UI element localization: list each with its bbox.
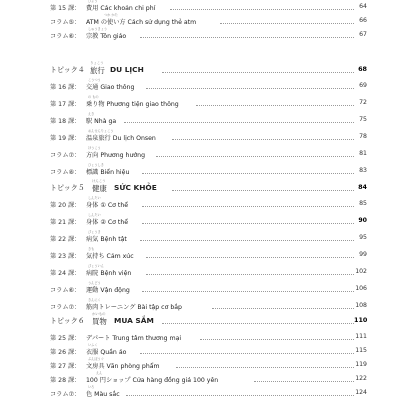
furigana: びょうき xyxy=(88,230,101,234)
toc-row[interactable] xyxy=(0,197,400,211)
toc-row[interactable] xyxy=(0,96,400,110)
page-number: 67 xyxy=(359,31,367,38)
dot-leader xyxy=(146,88,354,89)
lesson-title: 病院 Bệnh viện xyxy=(86,270,132,277)
lesson-title: デパート Trung tâm thương mại xyxy=(86,335,182,342)
topic-title-jp: 健康 xyxy=(92,184,107,193)
furigana: かいもの xyxy=(92,312,106,316)
dot-leader xyxy=(140,353,354,354)
lesson-title: 駅 Nhà ga xyxy=(86,118,117,125)
lesson-label: 第 15 課： xyxy=(50,5,81,12)
page-number: 75 xyxy=(359,116,367,123)
toc-row[interactable] xyxy=(0,386,400,400)
page-number: 69 xyxy=(359,82,367,89)
lesson-title: 衣服 Quần áo xyxy=(86,349,127,356)
page-number: 119 xyxy=(355,361,367,368)
lesson-title: 乗り物 Phương tiện giao thông xyxy=(86,101,179,108)
lesson-label: 第 24 課： xyxy=(50,270,81,277)
lesson-label: 第 25 課： xyxy=(50,335,81,342)
lesson-title: 文房具 Văn phòng phẩm xyxy=(86,363,160,370)
furigana: の もの xyxy=(88,95,99,99)
furigana: うんどう xyxy=(88,281,101,285)
lesson-label: 第 17 課： xyxy=(50,101,81,108)
dot-leader xyxy=(142,223,354,224)
page-number: 90 xyxy=(358,217,367,224)
furigana: きんにく xyxy=(88,298,101,302)
furigana: しゅうきょう xyxy=(88,27,108,31)
lesson-label: コラム⑦： xyxy=(50,304,81,311)
furigana: えき xyxy=(88,112,95,116)
lesson-title: 色 Màu sắc xyxy=(86,391,120,398)
dot-leader xyxy=(176,367,354,368)
lesson-title: 100 円ショップ Cửa hàng đồng giá 100 yên xyxy=(86,377,219,384)
toc-row[interactable] xyxy=(0,248,400,262)
lesson-label: 第 20 課： xyxy=(50,202,81,209)
furigana: こうつう xyxy=(88,78,101,82)
page-number: 95 xyxy=(359,234,367,241)
toc-row[interactable] xyxy=(0,299,400,313)
toc-row[interactable] xyxy=(0,372,400,386)
topic-label: トピック５ xyxy=(50,184,85,192)
furigana: しんたい xyxy=(88,213,101,217)
page-number: 124 xyxy=(355,389,367,396)
furigana: つか かた xyxy=(104,13,118,17)
toc-row[interactable] xyxy=(0,0,400,14)
page-number: 108 xyxy=(355,302,367,309)
toc-row[interactable] xyxy=(0,330,400,344)
lesson-label: コラム⑦： xyxy=(50,152,81,159)
topic-heading[interactable] xyxy=(0,312,400,330)
furigana: けんこう xyxy=(92,179,106,183)
page-number: 68 xyxy=(358,65,367,73)
toc-row[interactable] xyxy=(0,344,400,358)
dot-leader xyxy=(212,308,354,309)
topic-title-jp: 旅行 xyxy=(90,66,105,75)
toc-row[interactable] xyxy=(0,147,400,161)
dot-leader xyxy=(142,173,354,174)
page-number: 72 xyxy=(359,99,367,106)
page-number: 83 xyxy=(359,167,367,174)
page-number: 84 xyxy=(358,183,367,191)
page-number: 85 xyxy=(359,200,367,207)
dot-leader xyxy=(126,395,354,396)
lesson-title: 気持ち Cảm xúc xyxy=(86,253,134,260)
dot-leader xyxy=(124,122,354,123)
lesson-title: ATM の使い方 Cách sử dụng thẻ atm xyxy=(86,19,197,26)
furigana: しんたい xyxy=(88,196,101,200)
page-number: 106 xyxy=(355,285,367,292)
page-number: 78 xyxy=(359,133,367,140)
lesson-label: 第 23 課： xyxy=(50,253,81,260)
lesson-title: 標識 Biển hiệu xyxy=(86,169,130,176)
furigana: きも xyxy=(88,247,95,251)
topic-label: トピック６ xyxy=(50,317,85,325)
toc-row[interactable] xyxy=(0,358,400,372)
topic-label: トピック４ xyxy=(50,66,85,74)
toc-row[interactable] xyxy=(0,231,400,245)
furigana: ぶんぼうぐ xyxy=(88,357,104,361)
lesson-label: コラム⑥： xyxy=(50,287,81,294)
lesson-label: コラム⑧： xyxy=(50,169,81,176)
page-number: 115 xyxy=(355,347,367,354)
toc-row[interactable] xyxy=(0,28,400,42)
dot-leader xyxy=(200,339,354,340)
lesson-title: 病気 Bệnh tật xyxy=(86,236,127,243)
topic-title-vi: SỨC KHỎE xyxy=(114,183,157,192)
lesson-label: 第 22 課： xyxy=(50,236,81,243)
dot-leader xyxy=(146,257,354,258)
furigana: いろ xyxy=(88,385,95,389)
dot-leader xyxy=(220,23,354,24)
furigana: えん xyxy=(96,371,103,375)
dot-leader xyxy=(162,72,354,73)
page-number: 66 xyxy=(359,17,367,24)
toc-row[interactable] xyxy=(0,214,400,228)
lesson-title: 交通 Giao thông xyxy=(86,84,135,91)
lesson-title: 身体 ① Cơ thể xyxy=(86,202,129,209)
lesson-label: 第 27 課： xyxy=(50,363,81,370)
lesson-title: 費用 Các khoản chi phí xyxy=(86,5,156,12)
toc-row[interactable] xyxy=(0,130,400,144)
lesson-label: 第 16 課： xyxy=(50,84,81,91)
furigana: おんせんりょこう xyxy=(88,129,114,133)
toc-row[interactable] xyxy=(0,282,400,296)
dot-leader xyxy=(140,37,354,38)
lesson-title: 運動 Vận động xyxy=(86,287,130,294)
toc-row[interactable] xyxy=(0,265,400,279)
lesson-title: 宗教 Tôn giáo xyxy=(86,33,127,40)
lesson-label: コラム⑥： xyxy=(50,33,81,40)
dot-leader xyxy=(140,240,354,241)
dot-leader xyxy=(156,156,354,157)
lesson-label: 第 26 課： xyxy=(50,349,81,356)
lesson-label: コラム⑤： xyxy=(50,19,81,26)
toc-row[interactable] xyxy=(0,14,400,28)
topic-title-vi: DU LỊCH xyxy=(110,65,144,74)
dot-leader xyxy=(172,139,354,140)
furigana: ひょうしき xyxy=(88,163,104,167)
page-number: 99 xyxy=(359,251,367,258)
lesson-label: 第 18 課： xyxy=(50,118,81,125)
topic-title-jp: 買物 xyxy=(92,317,107,326)
dot-leader xyxy=(142,291,354,292)
lesson-label: コラム⑦： xyxy=(50,391,81,398)
lesson-label: 第 19 課： xyxy=(50,135,81,142)
toc-row[interactable] xyxy=(0,79,400,93)
dot-leader xyxy=(254,381,354,382)
lesson-title: 方向 Phương hướng xyxy=(86,152,145,159)
lesson-title: 筋肉トレーニング Bài tập cơ bắp xyxy=(86,304,182,311)
furigana: いふく xyxy=(88,343,98,347)
page-number: 110 xyxy=(354,316,368,324)
lesson-label: 第 21 課： xyxy=(50,219,81,226)
topic-heading[interactable] xyxy=(0,61,400,79)
furigana: りょこう xyxy=(90,61,104,65)
furigana: びょういん xyxy=(88,264,104,268)
toc-row[interactable] xyxy=(0,164,400,178)
lesson-title: 身体 ② Cơ thể xyxy=(86,219,129,226)
dot-leader xyxy=(146,274,354,275)
topic-title-vi: MUA SẮM xyxy=(114,316,154,325)
topic-heading[interactable] xyxy=(0,179,400,197)
page-number: 64 xyxy=(359,3,367,10)
dot-leader xyxy=(142,206,354,207)
lesson-title: 温泉旅行 Du lịch Onsen xyxy=(86,135,156,142)
furigana: ひよう xyxy=(88,0,98,3)
page-number: 81 xyxy=(359,150,367,157)
dot-leader xyxy=(196,105,354,106)
toc-row[interactable] xyxy=(0,113,400,127)
dot-leader xyxy=(172,190,354,191)
page-number: 111 xyxy=(355,333,367,340)
page-number: 102 xyxy=(355,268,367,275)
dot-leader xyxy=(170,9,354,10)
dot-leader xyxy=(162,323,354,324)
page-number: 122 xyxy=(355,375,367,382)
lesson-label: 第 28 課： xyxy=(50,377,81,384)
furigana: ほうこう xyxy=(88,146,101,150)
